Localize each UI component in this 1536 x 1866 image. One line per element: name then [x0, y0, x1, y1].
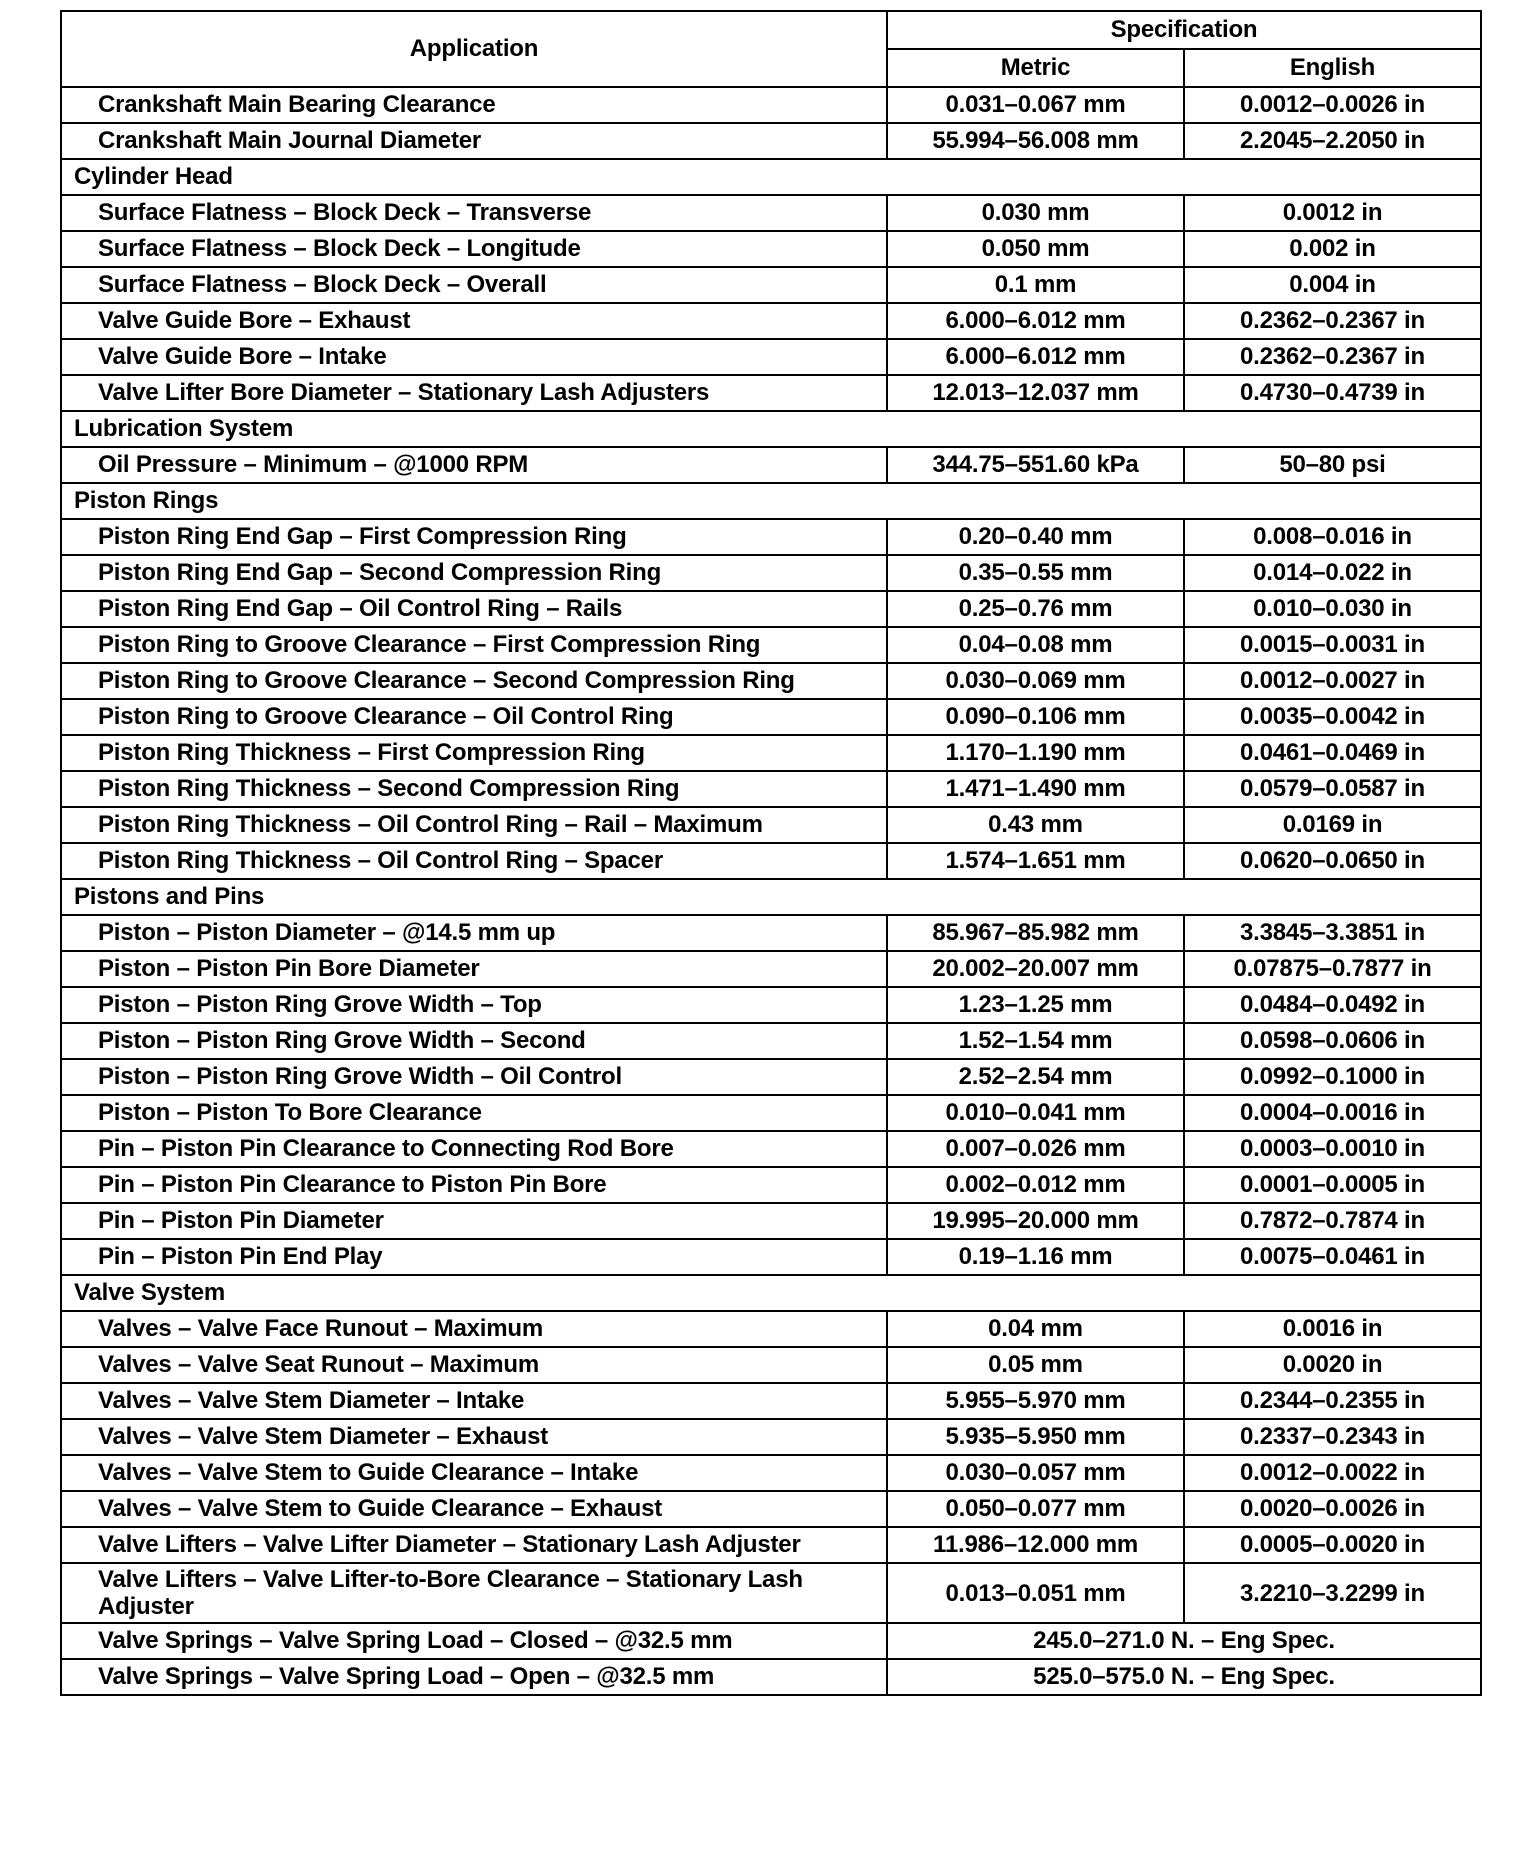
- table-row: [61, 231, 1481, 267]
- metric-cell: 0.19–1.16 mm: [887, 1239, 1184, 1275]
- application-cell: Pin – Piston Pin Clearance to Piston Pin Bore: [61, 1167, 887, 1203]
- metric-cell: 5.955–5.970 mm: [887, 1383, 1184, 1419]
- english-cell: 0.0004–0.0016 in: [1184, 1095, 1481, 1131]
- english-cell: 0.0012–0.0026 in: [1184, 87, 1481, 123]
- metric-cell: 12.013–12.037 mm: [887, 375, 1184, 411]
- english-cell: 0.0012 in: [1184, 195, 1481, 231]
- table-row: [61, 123, 1481, 159]
- application-cell: Valve Springs – Valve Spring Load – Open – @32.5 mm: [61, 1659, 887, 1695]
- metric-cell: 0.35–0.55 mm: [887, 555, 1184, 591]
- english-cell: 0.7872–0.7874 in: [1184, 1203, 1481, 1239]
- application-cell: Oil Pressure – Minimum – @1000 RPM: [61, 447, 887, 483]
- application-cell: Valve Guide Bore – Exhaust: [61, 303, 887, 339]
- english-cell: 0.2344–0.2355 in: [1184, 1383, 1481, 1419]
- english-cell: 0.0620–0.0650 in: [1184, 843, 1481, 879]
- table-header: [61, 11, 1481, 87]
- table-row: [61, 663, 1481, 699]
- metric-cell: 1.52–1.54 mm: [887, 1023, 1184, 1059]
- application-cell: Piston – Piston Ring Grove Width – Oil Control: [61, 1059, 887, 1095]
- metric-cell: 0.030–0.057 mm: [887, 1455, 1184, 1491]
- application-cell: Surface Flatness – Block Deck – Longitude: [61, 231, 887, 267]
- table-row: [61, 1659, 1481, 1695]
- metric-cell: 0.010–0.041 mm: [887, 1095, 1184, 1131]
- section-row: [61, 483, 1481, 519]
- table-row: [61, 699, 1481, 735]
- table-row: [61, 591, 1481, 627]
- english-cell: 0.07875–0.7877 in: [1184, 951, 1481, 987]
- metric-cell: 19.995–20.000 mm: [887, 1203, 1184, 1239]
- application-cell: Valve Lifter Bore Diameter – Stationary Lash Adjusters: [61, 375, 887, 411]
- english-cell: 0.0012–0.0022 in: [1184, 1455, 1481, 1491]
- application-cell: Piston Ring Thickness – Oil Control Ring – Spacer: [61, 843, 887, 879]
- english-cell: 0.0001–0.0005 in: [1184, 1167, 1481, 1203]
- application-cell: Piston Ring End Gap – Oil Control Ring – Rails: [61, 591, 887, 627]
- metric-cell: 0.050 mm: [887, 231, 1184, 267]
- table-row: [61, 807, 1481, 843]
- metric-column-header: Metric: [887, 49, 1184, 87]
- english-cell: 0.014–0.022 in: [1184, 555, 1481, 591]
- table-row: [61, 915, 1481, 951]
- english-cell: 0.010–0.030 in: [1184, 591, 1481, 627]
- english-cell: 0.0992–0.1000 in: [1184, 1059, 1481, 1095]
- metric-cell: 0.04–0.08 mm: [887, 627, 1184, 663]
- section-label: Valve System: [61, 1275, 1481, 1311]
- metric-cell: 0.007–0.026 mm: [887, 1131, 1184, 1167]
- section-row: [61, 879, 1481, 915]
- application-cell: Piston Ring to Groove Clearance – Oil Control Ring: [61, 699, 887, 735]
- table-body: [61, 87, 1481, 1695]
- english-cell: 0.0598–0.0606 in: [1184, 1023, 1481, 1059]
- english-cell: 3.3845–3.3851 in: [1184, 915, 1481, 951]
- metric-cell: 1.471–1.490 mm: [887, 771, 1184, 807]
- application-cell: Piston Ring to Groove Clearance – Second Compression Ring: [61, 663, 887, 699]
- metric-cell: 1.574–1.651 mm: [887, 843, 1184, 879]
- application-cell: Piston Ring Thickness – First Compression Ring: [61, 735, 887, 771]
- application-cell: Valve Lifters – Valve Lifter Diameter – Stationary Lash Adjuster: [61, 1527, 887, 1563]
- metric-cell: 85.967–85.982 mm: [887, 915, 1184, 951]
- application-cell: Piston Ring Thickness – Oil Control Ring – Rail – Maximum: [61, 807, 887, 843]
- table-row: [61, 735, 1481, 771]
- table-row: [61, 303, 1481, 339]
- application-cell: Valve Guide Bore – Intake: [61, 339, 887, 375]
- application-cell: Crankshaft Main Bearing Clearance: [61, 87, 887, 123]
- english-cell: 0.0579–0.0587 in: [1184, 771, 1481, 807]
- metric-cell: 55.994–56.008 mm: [887, 123, 1184, 159]
- specification-table: [60, 10, 1482, 1696]
- section-label: Cylinder Head: [61, 159, 1481, 195]
- metric-cell: 0.20–0.40 mm: [887, 519, 1184, 555]
- english-cell: 0.2337–0.2343 in: [1184, 1419, 1481, 1455]
- english-cell: 50–80 psi: [1184, 447, 1481, 483]
- english-cell: 0.0020 in: [1184, 1347, 1481, 1383]
- metric-cell: 0.04 mm: [887, 1311, 1184, 1347]
- english-cell: 2.2045–2.2050 in: [1184, 123, 1481, 159]
- english-cell: 0.4730–0.4739 in: [1184, 375, 1481, 411]
- english-cell: 0.0075–0.0461 in: [1184, 1239, 1481, 1275]
- english-cell: 0.008–0.016 in: [1184, 519, 1481, 555]
- application-cell: Valves – Valve Stem Diameter – Exhaust: [61, 1419, 887, 1455]
- section-row: [61, 159, 1481, 195]
- section-label: Piston Rings: [61, 483, 1481, 519]
- table-row: [61, 1059, 1481, 1095]
- metric-cell: 0.002–0.012 mm: [887, 1167, 1184, 1203]
- metric-cell: 0.030 mm: [887, 195, 1184, 231]
- table-row: [61, 951, 1481, 987]
- application-cell: Piston Ring Thickness – Second Compression Ring: [61, 771, 887, 807]
- application-cell: Piston Ring End Gap – Second Compression Ring: [61, 555, 887, 591]
- table-row: [61, 519, 1481, 555]
- english-cell: 3.2210–3.2299 in: [1184, 1563, 1481, 1623]
- application-cell: Piston Ring End Gap – First Compression Ring: [61, 519, 887, 555]
- table-row: [61, 1491, 1481, 1527]
- application-cell: Piston – Piston Pin Bore Diameter: [61, 951, 887, 987]
- section-label: Pistons and Pins: [61, 879, 1481, 915]
- english-cell: 0.0484–0.0492 in: [1184, 987, 1481, 1023]
- application-cell: Valve Springs – Valve Spring Load – Closed – @32.5 mm: [61, 1623, 887, 1659]
- section-row: [61, 411, 1481, 447]
- table-row: [61, 339, 1481, 375]
- application-cell: Pin – Piston Pin Diameter: [61, 1203, 887, 1239]
- table-row: [61, 627, 1481, 663]
- english-cell: 0.0169 in: [1184, 807, 1481, 843]
- table-row: [61, 843, 1481, 879]
- table-row: [61, 1455, 1481, 1491]
- application-cell: Pin – Piston Pin End Play: [61, 1239, 887, 1275]
- english-cell: 0.0016 in: [1184, 1311, 1481, 1347]
- application-cell: Piston Ring to Groove Clearance – First Compression Ring: [61, 627, 887, 663]
- table-row: [61, 1203, 1481, 1239]
- table-row: [61, 1167, 1481, 1203]
- metric-cell: 0.013–0.051 mm: [887, 1563, 1184, 1623]
- english-cell: 0.2362–0.2367 in: [1184, 339, 1481, 375]
- english-cell: 0.0005–0.0020 in: [1184, 1527, 1481, 1563]
- table-row: [61, 375, 1481, 411]
- metric-cell: 6.000–6.012 mm: [887, 303, 1184, 339]
- metric-cell: 20.002–20.007 mm: [887, 951, 1184, 987]
- metric-cell: 6.000–6.012 mm: [887, 339, 1184, 375]
- metric-cell: 0.25–0.76 mm: [887, 591, 1184, 627]
- metric-cell: 0.030–0.069 mm: [887, 663, 1184, 699]
- metric-cell: 0.05 mm: [887, 1347, 1184, 1383]
- table-row: [61, 1419, 1481, 1455]
- application-cell: Valves – Valve Seat Runout – Maximum: [61, 1347, 887, 1383]
- metric-cell: 0.1 mm: [887, 267, 1184, 303]
- table-row: [61, 1623, 1481, 1659]
- metric-cell: 0.050–0.077 mm: [887, 1491, 1184, 1527]
- english-column-header: English: [1184, 49, 1481, 87]
- application-cell: Piston – Piston To Bore Clearance: [61, 1095, 887, 1131]
- english-cell: 0.0461–0.0469 in: [1184, 735, 1481, 771]
- table-row: [61, 1023, 1481, 1059]
- english-cell: 0.2362–0.2367 in: [1184, 303, 1481, 339]
- metric-cell: 0.031–0.067 mm: [887, 87, 1184, 123]
- table-row: [61, 267, 1481, 303]
- table-row: [61, 1311, 1481, 1347]
- metric-cell: 1.23–1.25 mm: [887, 987, 1184, 1023]
- combined-spec-cell: 525.0–575.0 N. – Eng Spec.: [887, 1659, 1481, 1695]
- table-row: [61, 195, 1481, 231]
- application-cell: Surface Flatness – Block Deck – Transverse: [61, 195, 887, 231]
- application-cell: Crankshaft Main Journal Diameter: [61, 123, 887, 159]
- metric-cell: 1.170–1.190 mm: [887, 735, 1184, 771]
- metric-cell: 5.935–5.950 mm: [887, 1419, 1184, 1455]
- specification-column-header: Specification: [887, 11, 1481, 49]
- english-cell: 0.002 in: [1184, 231, 1481, 267]
- metric-cell: 344.75–551.60 kPa: [887, 447, 1184, 483]
- table-row: [61, 1383, 1481, 1419]
- section-row: [61, 1275, 1481, 1311]
- table-row: [61, 1239, 1481, 1275]
- table-row: [61, 1131, 1481, 1167]
- header-row-top: [61, 11, 1481, 49]
- table-row: [61, 1563, 1481, 1623]
- metric-cell: 0.43 mm: [887, 807, 1184, 843]
- combined-spec-cell: 245.0–271.0 N. – Eng Spec.: [887, 1623, 1481, 1659]
- table-row: [61, 987, 1481, 1023]
- english-cell: 0.0020–0.0026 in: [1184, 1491, 1481, 1527]
- application-cell: Piston – Piston Diameter – @14.5 mm up: [61, 915, 887, 951]
- english-cell: 0.0015–0.0031 in: [1184, 627, 1481, 663]
- metric-cell: 11.986–12.000 mm: [887, 1527, 1184, 1563]
- table-row: [61, 1095, 1481, 1131]
- table-row: [61, 87, 1481, 123]
- table-row: [61, 1527, 1481, 1563]
- application-cell: Valves – Valve Stem to Guide Clearance – Exhaust: [61, 1491, 887, 1527]
- section-label: Lubrication System: [61, 411, 1481, 447]
- application-cell: Valves – Valve Stem to Guide Clearance – Intake: [61, 1455, 887, 1491]
- application-cell: Valve Lifters – Valve Lifter-to-Bore Clearance – Stationary Lash Adjuster: [61, 1563, 887, 1623]
- english-cell: 0.0035–0.0042 in: [1184, 699, 1481, 735]
- table-row: [61, 447, 1481, 483]
- application-cell: Valves – Valve Stem Diameter – Intake: [61, 1383, 887, 1419]
- english-cell: 0.0003–0.0010 in: [1184, 1131, 1481, 1167]
- english-cell: 0.004 in: [1184, 267, 1481, 303]
- application-cell: Surface Flatness – Block Deck – Overall: [61, 267, 887, 303]
- table-row: [61, 555, 1481, 591]
- table-row: [61, 1347, 1481, 1383]
- english-cell: 0.0012–0.0027 in: [1184, 663, 1481, 699]
- metric-cell: 2.52–2.54 mm: [887, 1059, 1184, 1095]
- table-row: [61, 771, 1481, 807]
- application-column-header: Application: [61, 11, 887, 87]
- application-cell: Pin – Piston Pin Clearance to Connecting Rod Bore: [61, 1131, 887, 1167]
- application-cell: Piston – Piston Ring Grove Width – Top: [61, 987, 887, 1023]
- application-cell: Valves – Valve Face Runout – Maximum: [61, 1311, 887, 1347]
- application-cell: Piston – Piston Ring Grove Width – Second: [61, 1023, 887, 1059]
- metric-cell: 0.090–0.106 mm: [887, 699, 1184, 735]
